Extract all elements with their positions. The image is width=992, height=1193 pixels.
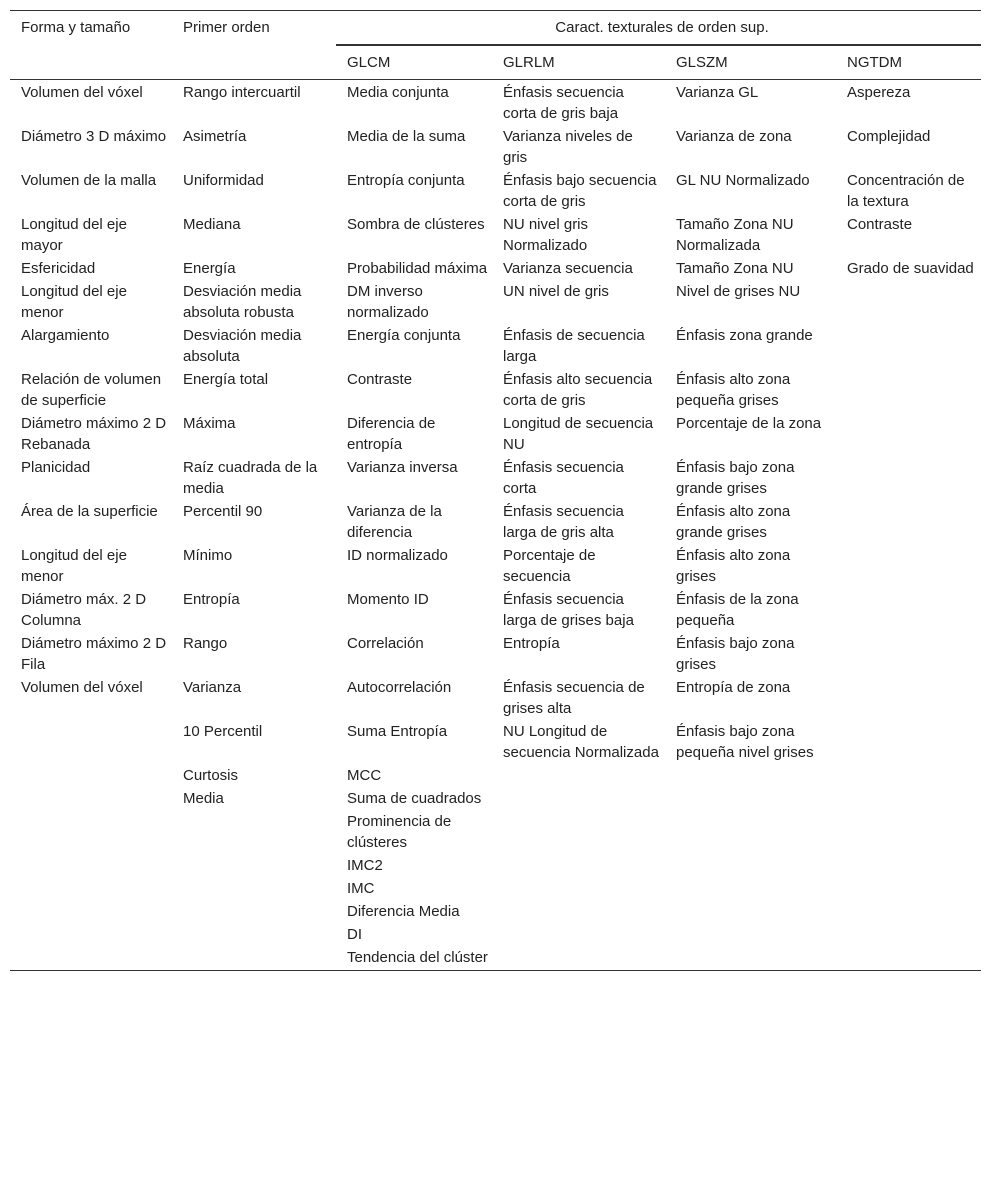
cell-shape-size <box>10 788 172 811</box>
cell-glrlm: UN nivel de gris <box>503 283 609 300</box>
cell-glszm <box>665 947 836 971</box>
cell-glszm: Porcentaje de la zona <box>676 415 822 432</box>
cell-first-order: Raíz cuadrada de la media <box>183 459 318 497</box>
cell-glszm: Énfasis de la zona pequeña <box>676 591 799 629</box>
cell-shape-size: Volumen del vóxel <box>21 679 143 696</box>
cell-shape-size: Relación de volumen de superficie <box>21 371 162 409</box>
cell-shape-size: Área de la superficie <box>21 503 158 520</box>
table-body <box>10 80 981 971</box>
cell-glcm: Momento ID <box>347 591 429 608</box>
cell-first-order: Rango <box>183 635 228 652</box>
cell-glcm: IMC2 <box>347 857 383 874</box>
cell-ngtdm <box>836 677 981 721</box>
cell-glszm: Varianza de zona <box>676 128 792 145</box>
cell-glrlm: Énfasis alto secuencia corta de gris <box>503 371 653 409</box>
cell-glrlm: Entropía <box>503 635 560 652</box>
cell-glcm: DM inverso normalizado <box>347 283 429 321</box>
cell-first-order <box>172 855 336 878</box>
cell-first-order: 10 Percentil <box>183 723 263 740</box>
table-row <box>10 545 981 589</box>
cell-ngtdm: Contraste <box>847 216 913 233</box>
cell-glcm: DI <box>347 926 362 943</box>
cell-glcm: Probabilidad máxima <box>347 260 488 277</box>
cell-glszm: Tamaño Zona NU <box>676 260 794 277</box>
table-row <box>10 325 981 369</box>
cell-glszm <box>665 855 836 878</box>
cell-glszm <box>665 788 836 811</box>
cell-glszm: Énfasis bajo zona pequeña nivel grises <box>676 723 814 761</box>
cell-first-order <box>172 811 336 855</box>
cell-first-order: Percentil 90 <box>183 503 263 520</box>
cell-shape-size: Planicidad <box>21 459 91 476</box>
table-row <box>10 924 981 947</box>
cell-first-order: Máxima <box>183 415 236 432</box>
cell-glszm <box>665 811 836 855</box>
table-row <box>10 369 981 413</box>
cell-glcm: Suma Entropía <box>347 723 448 740</box>
table-row <box>10 170 981 214</box>
cell-shape-size: Longitud del eje menor <box>21 547 127 585</box>
cell-glcm: ID normalizado <box>347 547 448 564</box>
table-row <box>10 811 981 855</box>
cell-glcm: Suma de cuadrados <box>347 790 482 807</box>
cell-first-order: Desviación media absoluta robusta <box>183 283 302 321</box>
cell-ngtdm <box>836 855 981 878</box>
table-row <box>10 501 981 545</box>
table-row <box>10 947 981 971</box>
cell-shape-size: Volumen del vóxel <box>21 84 143 101</box>
cell-first-order: Varianza <box>183 679 242 696</box>
cell-glrlm: Énfasis de secuencia larga <box>503 327 645 365</box>
cell-ngtdm <box>836 811 981 855</box>
cell-first-order: Energía <box>183 260 236 277</box>
cell-shape-size: Alargamiento <box>21 327 110 344</box>
cell-glcm: Prominencia de clústeres <box>347 813 452 851</box>
cell-glrlm: Énfasis bajo secuencia corta de gris <box>503 172 657 210</box>
cell-glrlm <box>492 878 665 901</box>
cell-shape-size <box>10 855 172 878</box>
table-row <box>10 457 981 501</box>
cell-ngtdm <box>836 501 981 545</box>
table-row <box>10 901 981 924</box>
cell-glrlm: Énfasis secuencia larga de grises baja <box>503 591 634 629</box>
cell-first-order: Uniformidad <box>183 172 264 189</box>
features-table-container <box>10 10 981 971</box>
cell-glrlm <box>492 811 665 855</box>
cell-glcm: Diferencia de entropía <box>347 415 436 453</box>
cell-first-order <box>172 947 336 971</box>
cell-glszm <box>665 901 836 924</box>
table-row <box>10 413 981 457</box>
cell-glcm: IMC <box>347 880 375 897</box>
table-row <box>10 878 981 901</box>
cell-glszm: Tamaño Zona NU Normalizada <box>676 216 794 254</box>
cell-glszm: Entropía de zona <box>676 679 791 696</box>
cell-glrlm: Varianza niveles de gris <box>503 128 633 166</box>
cell-ngtdm <box>836 281 981 325</box>
header-glrlm: GLRLM <box>503 54 555 71</box>
cell-shape-size <box>10 901 172 924</box>
table-row <box>10 633 981 677</box>
cell-shape-size: Diámetro máximo 2 D Fila <box>21 635 167 673</box>
cell-ngtdm: Grado de suavidad <box>847 260 974 277</box>
cell-glszm: Varianza GL <box>676 84 759 101</box>
cell-glszm: Nivel de grises NU <box>676 283 801 300</box>
cell-glszm: Énfasis bajo zona grande grises <box>676 459 795 497</box>
cell-shape-size: Diámetro máx. 2 D Columna <box>21 591 147 629</box>
cell-first-order: Mínimo <box>183 547 233 564</box>
cell-glszm: Énfasis alto zona grande grises <box>676 503 791 541</box>
cell-glcm: Entropía conjunta <box>347 172 465 189</box>
cell-glrlm: Porcentaje de secuencia <box>503 547 596 585</box>
table-row <box>10 721 981 765</box>
cell-shape-size <box>10 721 172 765</box>
header-glcm: GLCM <box>347 54 391 71</box>
table-row <box>10 589 981 633</box>
cell-glrlm <box>492 901 665 924</box>
table-row <box>10 788 981 811</box>
cell-glszm <box>665 878 836 901</box>
cell-glrlm <box>492 788 665 811</box>
cell-ngtdm: Complejidad <box>847 128 931 145</box>
cell-glcm: Contraste <box>347 371 413 388</box>
cell-glcm: Autocorrelación <box>347 679 452 696</box>
cell-first-order: Asimetría <box>183 128 247 145</box>
header-ngtdm: NGTDM <box>847 54 902 71</box>
cell-first-order: Entropía <box>183 591 240 608</box>
table-row <box>10 765 981 788</box>
header-first-order: Primer orden <box>183 19 270 36</box>
cell-shape-size: Longitud del eje mayor <box>21 216 127 254</box>
cell-ngtdm: Concentración de la textura <box>847 172 965 210</box>
cell-shape-size <box>10 878 172 901</box>
cell-first-order: Mediana <box>183 216 241 233</box>
cell-ngtdm <box>836 369 981 413</box>
cell-first-order: Desviación media absoluta <box>183 327 302 365</box>
table-row <box>10 281 981 325</box>
cell-ngtdm <box>836 947 981 971</box>
cell-glrlm: Varianza secuencia <box>503 260 633 277</box>
cell-shape-size: Diámetro 3 D máximo <box>21 128 167 145</box>
cell-first-order <box>172 878 336 901</box>
cell-ngtdm <box>836 721 981 765</box>
table-header <box>10 11 981 80</box>
cell-glszm: Énfasis zona grande <box>676 327 813 344</box>
cell-glrlm <box>492 855 665 878</box>
cell-glszm <box>665 765 836 788</box>
cell-first-order: Media <box>183 790 224 807</box>
cell-glcm: Diferencia Media <box>347 903 460 920</box>
cell-ngtdm <box>836 545 981 589</box>
cell-glrlm: Énfasis secuencia corta <box>503 459 624 497</box>
cell-ngtdm <box>836 788 981 811</box>
table-row <box>10 677 981 721</box>
cell-glrlm <box>492 947 665 971</box>
cell-first-order <box>172 901 336 924</box>
cell-glcm: Varianza de la diferencia <box>347 503 442 541</box>
cell-shape-size <box>10 811 172 855</box>
cell-glcm: Varianza inversa <box>347 459 458 476</box>
cell-glcm: MCC <box>347 767 382 784</box>
cell-first-order: Energía total <box>183 371 269 388</box>
cell-shape-size: Esfericidad <box>21 260 96 277</box>
cell-shape-size <box>10 947 172 971</box>
cell-first-order: Rango intercuartil <box>183 84 301 101</box>
header-glszm: GLSZM <box>676 54 728 71</box>
cell-glrlm <box>492 765 665 788</box>
cell-glrlm: NU nivel gris Normalizado <box>503 216 589 254</box>
cell-ngtdm <box>836 325 981 369</box>
cell-ngtdm <box>836 878 981 901</box>
cell-ngtdm <box>836 765 981 788</box>
cell-glszm <box>665 924 836 947</box>
cell-glszm: GL NU Normalizado <box>676 172 810 189</box>
cell-glszm: Énfasis alto zona pequeña grises <box>676 371 791 409</box>
cell-first-order <box>172 924 336 947</box>
cell-first-order: Curtosis <box>183 767 239 784</box>
cell-glrlm: Énfasis secuencia larga de gris alta <box>503 503 624 541</box>
cell-glrlm <box>492 924 665 947</box>
cell-glszm: Énfasis alto zona grises <box>676 547 791 585</box>
cell-glcm: Correlación <box>347 635 424 652</box>
cell-glcm: Energía conjunta <box>347 327 461 344</box>
cell-ngtdm <box>836 413 981 457</box>
cell-shape-size: Volumen de la malla <box>21 172 157 189</box>
table-row <box>10 855 981 878</box>
cell-ngtdm <box>836 457 981 501</box>
cell-glrlm: Énfasis secuencia de grises alta <box>503 679 645 717</box>
cell-ngtdm <box>836 901 981 924</box>
cell-glszm: Énfasis bajo zona grises <box>676 635 795 673</box>
cell-shape-size: Diámetro máximo 2 D Rebanada <box>21 415 167 453</box>
table-row <box>10 214 981 258</box>
cell-shape-size: Longitud del eje menor <box>21 283 127 321</box>
table-row <box>10 258 981 281</box>
table-row <box>10 126 981 170</box>
cell-glcm: Sombra de clústeres <box>347 216 485 233</box>
cell-shape-size <box>10 924 172 947</box>
radiomics-features-table <box>10 10 981 971</box>
header-higher-order-group: Caract. texturales de orden sup. <box>336 11 981 46</box>
cell-ngtdm: Aspereza <box>847 84 911 101</box>
cell-glcm: Media conjunta <box>347 84 449 101</box>
cell-shape-size <box>10 765 172 788</box>
cell-glcm: Media de la suma <box>347 128 466 145</box>
cell-glcm: Tendencia del clúster <box>347 949 488 966</box>
cell-ngtdm <box>836 924 981 947</box>
cell-glrlm: Énfasis secuencia corta de gris baja <box>503 84 624 122</box>
cell-glrlm: Longitud de secuencia NU <box>503 415 654 453</box>
cell-ngtdm <box>836 589 981 633</box>
cell-glrlm: NU Longitud de secuencia Normalizada <box>503 723 659 761</box>
cell-ngtdm <box>836 633 981 677</box>
header-shape-size: Forma y tamaño <box>21 19 131 36</box>
table-row <box>10 80 981 127</box>
